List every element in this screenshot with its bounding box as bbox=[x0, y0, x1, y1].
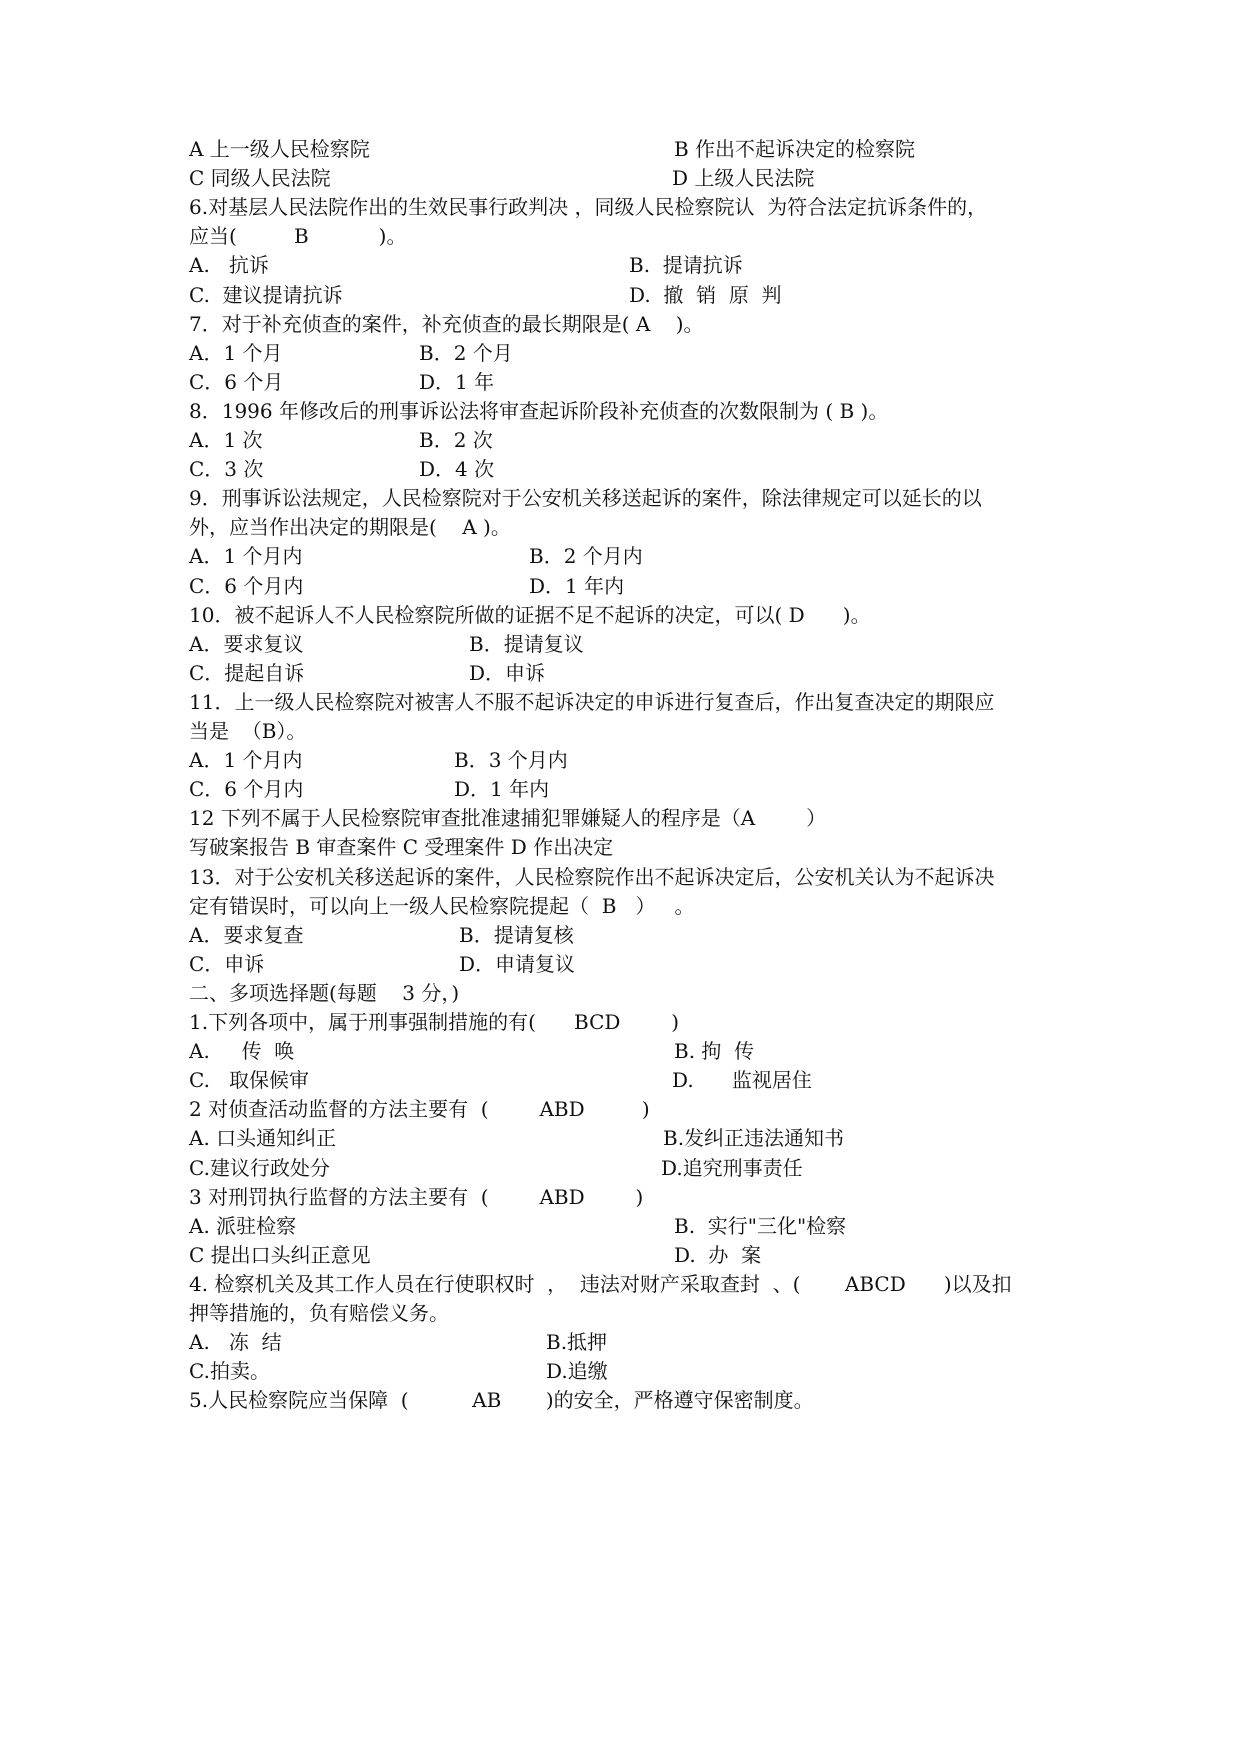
option-row bbox=[189, 541, 1069, 571]
text-line: 4. 检察机关及其工作人员在行使职权时 ， 违法对财产采取查封 、( ABCD )以及扣 bbox=[189, 1272, 1012, 1296]
option-left: A．要求复查 bbox=[189, 923, 304, 947]
option-left: C.拍卖。 bbox=[189, 1359, 270, 1383]
option-row bbox=[189, 367, 1069, 397]
option-right: D．申请复议 bbox=[459, 952, 576, 976]
text-line: 13．对于公安机关移送起诉的案件，人民检察院作出不起诉决定后，公安机关认为不起诉决 bbox=[189, 865, 995, 889]
option-left: A．要求复议 bbox=[189, 632, 304, 656]
option-row bbox=[189, 1065, 1069, 1095]
option-right: B.抵押 bbox=[546, 1330, 608, 1354]
option-row bbox=[189, 1036, 1069, 1066]
option-row bbox=[189, 338, 1069, 368]
option-left: A 上一级人民检察院 bbox=[189, 137, 370, 161]
option-right: B．2 次 bbox=[419, 428, 493, 452]
option-row bbox=[189, 1153, 1069, 1183]
option-left: A．1 个月内 bbox=[189, 544, 303, 568]
option-row bbox=[189, 949, 1069, 979]
option-right: B．2 个月 bbox=[419, 341, 513, 365]
option-left: A．1 个月 bbox=[189, 341, 283, 365]
option-right: D. 撤 销 原 判 bbox=[629, 283, 782, 307]
option-left: A. 冻 结 bbox=[189, 1330, 282, 1354]
text-line: 12 下列不属于人民检察院审查批准逮捕犯罪嫌疑人的程序是（A ） bbox=[189, 806, 827, 830]
option-row bbox=[189, 1327, 1069, 1357]
option-left: C 提出口头纠正意见 bbox=[189, 1243, 371, 1267]
text-line: 写破案报告 B 审查案件 C 受理案件 D 作出决定 bbox=[189, 835, 614, 859]
option-right: D. 办 案 bbox=[674, 1243, 762, 1267]
option-row bbox=[189, 774, 1069, 804]
option-right: B．3 个月内 bbox=[454, 748, 568, 772]
option-right: D.追缴 bbox=[546, 1359, 608, 1383]
text-line: 6.对基层人民法院作出的生效民事行政判决 ，同级人民检察院认 为符合法定抗诉条件的， bbox=[189, 195, 988, 219]
option-left: A．1 次 bbox=[189, 428, 263, 452]
option-left: C．6 个月 bbox=[189, 370, 284, 394]
option-left: C．3 次 bbox=[189, 457, 264, 481]
text-line: 9．刑事诉讼法规定，人民检察院对于公安机关移送起诉的案件，除法律规定可以延长的以 bbox=[189, 486, 982, 510]
option-right: D．1 年 bbox=[419, 370, 495, 394]
option-right: D.追究刑事责任 bbox=[661, 1156, 803, 1180]
text-line: 5.人民检察院应当保障 ( AB )的安全，严格遵守保密制度。 bbox=[189, 1388, 814, 1412]
text-line: 1.下列各项中，属于刑事强制措施的有( BCD ) bbox=[189, 1010, 680, 1034]
option-left: C．申诉 bbox=[189, 952, 265, 976]
option-right: B. 提请抗诉 bbox=[629, 253, 743, 277]
text-line: 押等措施的，负有赔偿义务。 bbox=[189, 1301, 449, 1325]
option-row bbox=[189, 571, 1069, 601]
option-right: D．申诉 bbox=[469, 661, 546, 685]
option-left: C．6 个月内 bbox=[189, 574, 304, 598]
option-right: B 作出不起诉决定的检察院 bbox=[674, 137, 916, 161]
option-right: B. 实行"三化"检察 bbox=[674, 1214, 847, 1238]
option-left: C. 取保候审 bbox=[189, 1068, 310, 1092]
option-row bbox=[189, 134, 1069, 164]
option-row bbox=[189, 629, 1069, 659]
text-line: 应当( B )。 bbox=[189, 224, 407, 248]
option-row bbox=[189, 250, 1069, 280]
text-line: 外，应当作出决定的期限是( A )。 bbox=[189, 515, 511, 539]
option-left: A. 抗诉 bbox=[189, 253, 269, 277]
option-row bbox=[189, 1240, 1069, 1270]
option-right: D．4 次 bbox=[419, 457, 495, 481]
option-right: D. 监视居住 bbox=[672, 1068, 812, 1092]
option-left: C. 建议提请抗诉 bbox=[189, 283, 343, 307]
option-row bbox=[189, 745, 1069, 775]
option-row bbox=[189, 1211, 1069, 1241]
option-row bbox=[189, 920, 1069, 950]
option-row bbox=[189, 1123, 1069, 1153]
option-left: C 同级人民法院 bbox=[189, 166, 331, 190]
option-row bbox=[189, 425, 1069, 455]
option-left: A. 传 唤 bbox=[189, 1039, 295, 1063]
option-row bbox=[189, 454, 1069, 484]
text-line: 二、多项选择题(每题 3 分，) bbox=[189, 981, 460, 1005]
text-line: 7．对于补充侦查的案件，补充侦查的最长期限是( A )。 bbox=[189, 312, 704, 336]
text-line: 8．1996 年修改后的刑事诉讼法将审查起诉阶段补充侦查的次数限制为 ( B )。 bbox=[189, 399, 889, 423]
option-right: B．提请复议 bbox=[469, 632, 584, 656]
option-right: D．1 年内 bbox=[529, 574, 625, 598]
text-line: 10．被不起诉人不人民检察院所做的证据不足不起诉的决定，可以( D )。 bbox=[189, 603, 871, 627]
text-line: 11．上一级人民检察院对被害人不服不起诉决定的申诉进行复查后，作出复查决定的期限应 bbox=[189, 690, 995, 714]
option-right: B．提请复核 bbox=[459, 923, 574, 947]
option-left: A. 派驻检察 bbox=[189, 1214, 297, 1238]
text-line: 当是 （B）。 bbox=[189, 719, 307, 743]
option-left: C．6 个月内 bbox=[189, 777, 304, 801]
option-right: B.发纠正违法通知书 bbox=[663, 1126, 845, 1150]
option-row bbox=[189, 163, 1069, 193]
option-left: C.建议行政处分 bbox=[189, 1156, 330, 1180]
text-line: 2 对侦查活动监督的方法主要有 ( ABD ) bbox=[189, 1097, 650, 1121]
option-row bbox=[189, 1356, 1069, 1386]
option-left: A. 口头通知纠正 bbox=[189, 1126, 337, 1150]
option-left: C．提起自诉 bbox=[189, 661, 305, 685]
option-right: B. 拘 传 bbox=[674, 1039, 755, 1063]
option-right: D．1 年内 bbox=[454, 777, 550, 801]
option-left: A．1 个月内 bbox=[189, 748, 303, 772]
text-line: 3 对刑罚执行监督的方法主要有 ( ABD ) bbox=[189, 1185, 644, 1209]
option-right: B．2 个月内 bbox=[529, 544, 643, 568]
option-row bbox=[189, 658, 1069, 688]
text-line: 定有错误时，可以向上一级人民检察院提起（ B ） 。 bbox=[189, 894, 695, 918]
option-row bbox=[189, 280, 1069, 310]
option-right: D 上级人民法院 bbox=[672, 166, 815, 190]
